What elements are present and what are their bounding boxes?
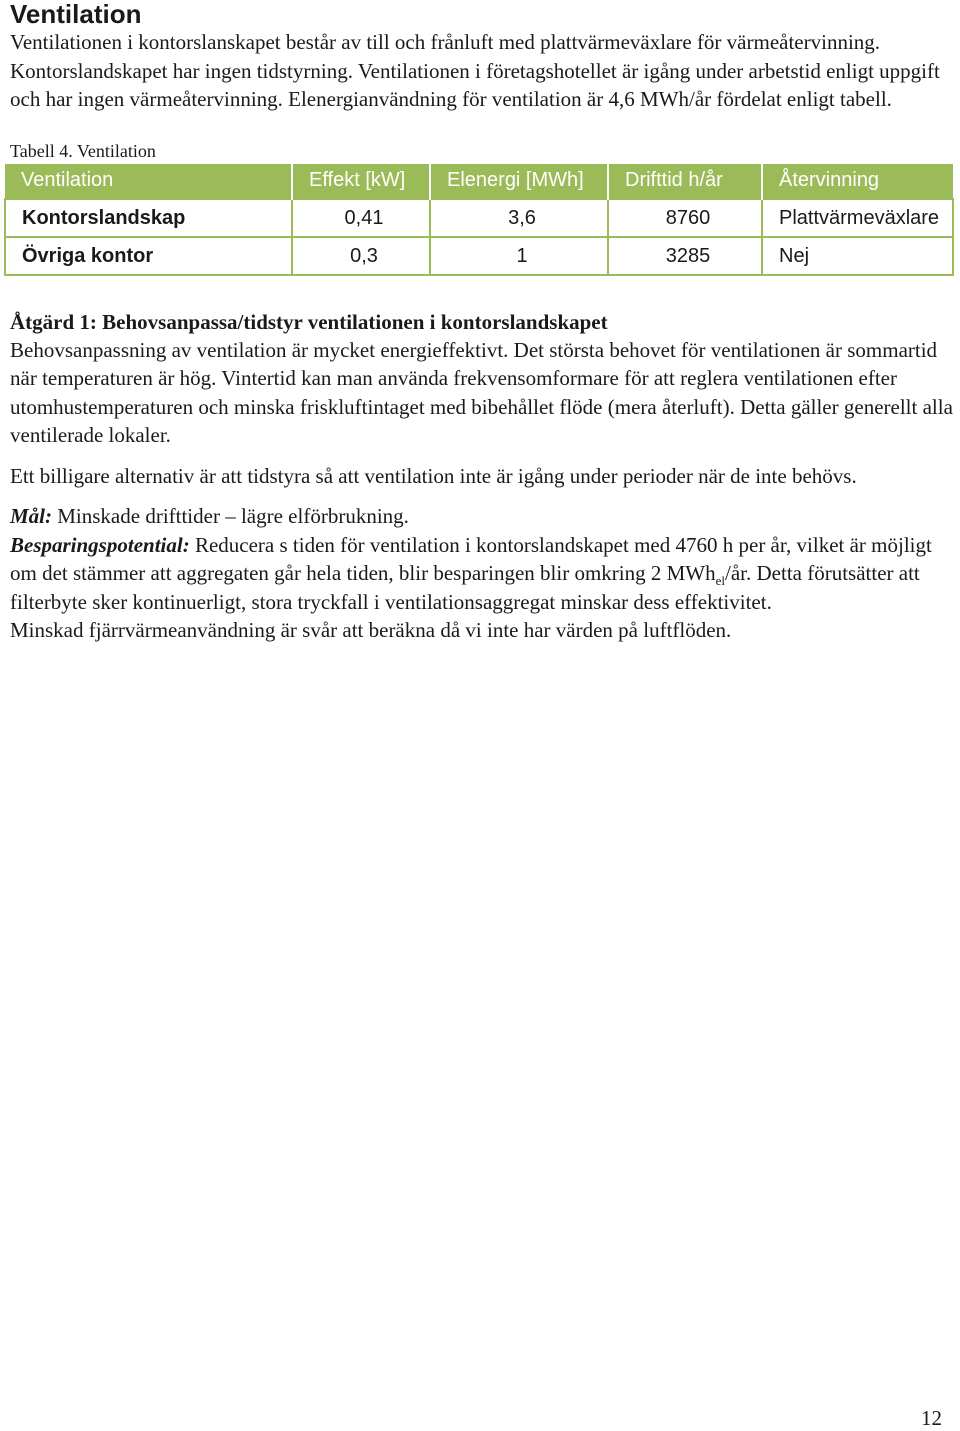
cell-elenergi: 3,6	[430, 199, 608, 237]
measure-heading: Åtgärd 1: Behovsanpassa/tidstyr ventilationen i kontorslandskapet	[10, 309, 608, 334]
savings-text-1: Reducera s tiden för ventilation i kontorslandskapet med 4760 h per år, vilket är möjligt om det stämmer att aggregaten går hela tiden, blir besparingen blir omkring 2 MWh	[10, 532, 932, 585]
document-page	[10, 0, 954, 645]
cell-elenergi: 1	[430, 237, 608, 275]
table-header-row	[5, 164, 953, 199]
cell-drifttid: 8760	[608, 199, 762, 237]
savings-paragraph	[10, 531, 954, 617]
cell-effekt: 0,41	[292, 199, 430, 237]
table-caption: Tabell 4. Ventilation	[10, 140, 156, 161]
header-effekt: Effekt [kW]	[292, 164, 430, 199]
ventilation-table	[4, 164, 954, 276]
header-atervinning: Återvinning	[762, 164, 953, 199]
cell-effekt: 0,3	[292, 237, 430, 275]
table-row	[5, 199, 953, 237]
district-heating-line: Minskad fjärrvärmeanvändning är svår att beräkna då vi inte har värden på luftflöden.	[10, 618, 732, 642]
intro-paragraph: Ventilationen i kontorslanskapet består av till och frånluft med plattvärmeväxlare för värmeåtervinning. Kontorslandskapet har ingen tidstyrning. Ventilationen i företagshotellet är igång under arbetstid enligt uppgift och har ingen värmeåtervinning. Elenergianvändning för ventilation är 4,6 MWh/år fördelat enligt tabell.	[10, 30, 940, 111]
savings-subscript: el	[715, 573, 726, 589]
goal-label: Mål:	[10, 504, 52, 528]
measure-paragraph-1: Behovsanpassning av ventilation är mycket energieffektivt. Det största behovet för ventilationen är sommartid när temperaturen är hög. Vintertid kan man använda frekvensomformare för att reglera ventilationen efter utomhustemperaturen och minska friskluftintaget med bibehållet flöde (mera återluft). Detta gäller generellt alla ventilerade lokaler.	[10, 337, 953, 447]
header-ventilation: Ventilation	[5, 164, 292, 199]
section-heading: Ventilation	[10, 0, 142, 29]
header-elenergi: Elenergi [MWh]	[430, 164, 608, 199]
cell-name: Kontorslandskap	[5, 199, 292, 237]
savings-label: Besparingspotential:	[10, 532, 190, 557]
cell-atervinning: Nej	[762, 237, 953, 275]
header-drifttid: Drifttid h/år	[608, 164, 762, 199]
page-number: 12	[921, 1406, 942, 1430]
cell-drifttid: 3285	[608, 237, 762, 275]
measure-paragraph-2: Ett billigare alternativ är att tidstyra så att ventilation inte är igång under perioder när de inte behövs.	[10, 463, 857, 488]
table-row	[5, 237, 953, 275]
goal-line	[10, 502, 954, 531]
goal-text: Minskade drifttider – lägre elförbrukning.	[52, 504, 409, 528]
cell-name: Övriga kontor	[5, 237, 292, 275]
cell-atervinning: Plattvärmeväxlare	[762, 199, 953, 237]
savings-text-2: /år. Detta förutsätter att filterbyte sker kontinuerligt, stora tryckfall i ventilationsaggregat minskar dess effektivitet.	[10, 561, 920, 614]
